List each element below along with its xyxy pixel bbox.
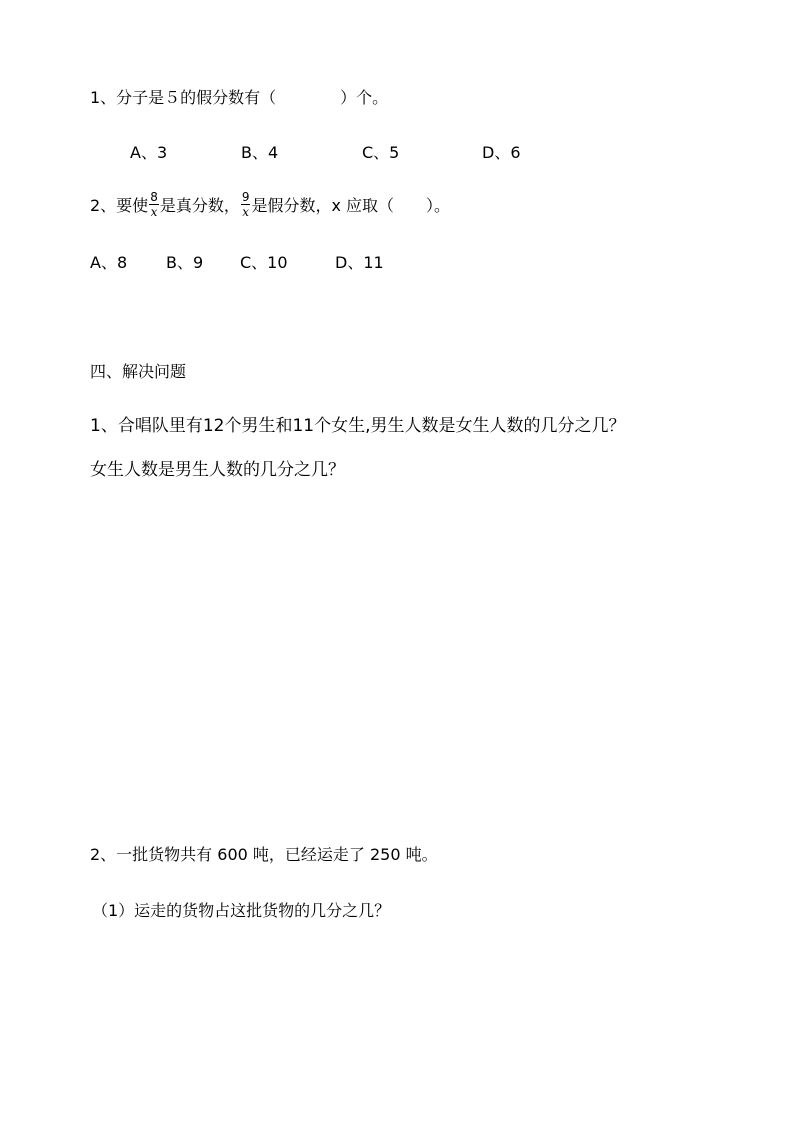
question-2-option-d: D、11: [335, 253, 384, 272]
fraction-numerator: 8: [150, 190, 158, 204]
problem-1-line-1: 1、合唱队里有12个男生和11个女生,男生人数是女生人数的几分之几？: [90, 416, 626, 436]
problem-2-subquestion-1: （1）运走的货物占这批货物的几分之几？: [92, 901, 391, 920]
question-1-option-c: C、5: [362, 143, 400, 162]
question-2-option-b: B、9: [166, 253, 204, 272]
question-2-text: [90, 190, 451, 220]
question-1-text: 1、分子是５的假分数有（ ）个。: [90, 88, 389, 107]
fraction-9-over-x: [241, 191, 251, 218]
fraction-8-over-x: [149, 191, 159, 218]
question-1-option-b: B、4: [241, 143, 279, 162]
problem-2-line-1: 2、一批货物共有 600 吨，已经运走了 250 吨。: [90, 845, 438, 864]
question-2-option-c: C、10: [240, 253, 288, 272]
question-1-option-a: A、3: [130, 143, 168, 162]
question-2-option-a: A、8: [90, 253, 128, 272]
fraction-denominator: x: [150, 205, 158, 219]
section-title: 四、解决问题: [90, 362, 187, 381]
question-1-option-d: D、6: [482, 143, 521, 162]
problem-1-line-2: 女生人数是男生人数的几分之几？: [90, 460, 345, 480]
fraction-denominator: x: [242, 205, 250, 219]
question-2-suffix: 是假分数，x 应取（ ）。: [251, 196, 451, 215]
question-2-mid: 是真分数，: [159, 196, 240, 215]
fraction-numerator: 9: [241, 190, 250, 204]
question-2-prefix: 2、要使: [90, 196, 149, 215]
